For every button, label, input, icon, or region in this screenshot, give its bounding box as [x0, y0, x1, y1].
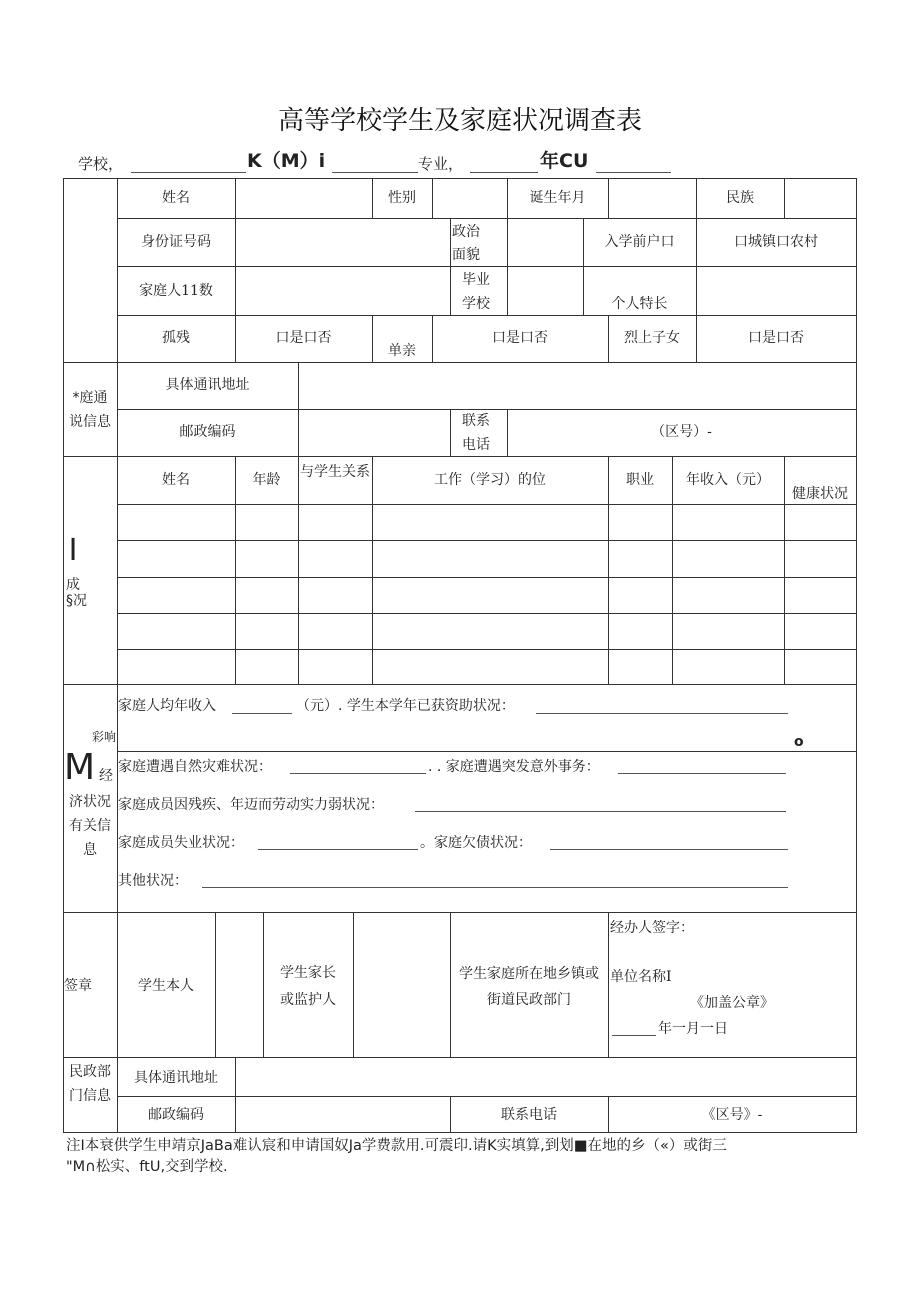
label-phone-2: 电话: [462, 437, 490, 453]
label-talent: 个人特长: [611, 296, 668, 312]
col-age: 年龄: [252, 472, 281, 488]
grid-line: [696, 218, 697, 315]
section-econ-label-5: 息: [83, 842, 97, 858]
note-line-2: "M∩松实、ftU,交到学校.: [66, 1159, 228, 1175]
disaster-field[interactable]: [290, 773, 426, 774]
label-civil-address: 具体通讯地址: [134, 1070, 218, 1086]
grid-line: [117, 577, 857, 578]
grid-line: [117, 315, 857, 316]
label-disaster: 家庭遭遇自然灾难状况：: [118, 759, 272, 775]
hukou-checkbox[interactable]: 口城镇口农村: [734, 234, 818, 250]
grid-line: [235, 218, 236, 315]
col-income: 年收入（元）: [686, 472, 770, 488]
class-field[interactable]: [596, 172, 671, 173]
col-health: 健康状况: [792, 486, 848, 502]
grid-line: [784, 178, 785, 218]
grid-line: [215, 912, 216, 1057]
label-accident: . . 家庭遭遇突发意外事务：: [428, 759, 600, 775]
grid-line: [63, 684, 857, 685]
label-grad-2: 学校: [462, 296, 490, 312]
label-orphan: 孤残: [162, 330, 190, 346]
grid-line: [672, 456, 673, 684]
section-econ-label-1: 彩响: [92, 730, 117, 744]
grid-line: [63, 362, 857, 363]
label-student-sign: 学生本人: [138, 978, 194, 994]
school-field[interactable]: [131, 172, 246, 173]
date-year-field[interactable]: [612, 1035, 656, 1036]
orphan-checkbox[interactable]: 口是口否: [275, 330, 332, 346]
major-field[interactable]: [470, 172, 538, 173]
label-name: 姓名: [162, 190, 190, 206]
grid-line: [235, 1057, 236, 1132]
college-field[interactable]: [332, 172, 418, 173]
grid-line: [63, 1132, 857, 1133]
grid-line: [450, 912, 451, 1057]
school-label: 学校，: [78, 155, 124, 173]
label-gov-2: 街道民政部门: [487, 992, 571, 1008]
grid-line: [117, 540, 857, 541]
avg-income-field[interactable]: [232, 713, 292, 714]
label-aid: （元）. 学生本学年已获资助状况：: [296, 698, 515, 714]
grid-line: [608, 912, 609, 1057]
major-label: 专业，: [418, 155, 464, 173]
section-econ-label-2: 经: [99, 768, 113, 784]
grid-line: [856, 178, 857, 1133]
col-name: 姓名: [162, 472, 190, 488]
label-grad-1: 毕业: [462, 272, 490, 288]
grid-line: [608, 456, 609, 684]
label-parent-1: 学生家长: [280, 965, 336, 981]
section-econ-label-big: M: [64, 747, 96, 788]
label-single-parent: 单亲: [388, 343, 416, 359]
grid-line: [117, 751, 857, 752]
grid-line: [117, 1096, 857, 1097]
label-phone-1: 联系: [462, 413, 490, 429]
label-unemployment: 家庭成员失业状况：: [118, 835, 244, 851]
label-handler-sign: 经办人签字：: [610, 920, 694, 936]
label-family-count: 家庭人11数: [139, 283, 213, 299]
single-parent-checkbox[interactable]: 口是口否: [492, 330, 548, 346]
accident-field[interactable]: [618, 773, 786, 774]
grid-line: [63, 1057, 857, 1058]
label-martyr: 烈上子女: [624, 330, 680, 346]
debt-field[interactable]: [550, 849, 788, 850]
label-avg-income: 家庭人均年收入: [118, 698, 216, 714]
grid-line: [372, 456, 373, 684]
label-civil-postcode: 邮政编码: [148, 1107, 204, 1123]
year-label: 年CU: [540, 150, 589, 172]
grid-line: [63, 912, 857, 913]
grid-line: [63, 456, 857, 457]
label-political-2: 面貌: [452, 247, 480, 263]
col-workplace: 工作（学习）的位: [434, 472, 546, 488]
label-political-1: 政治: [452, 224, 480, 240]
grid-line: [117, 649, 857, 650]
col-occupation: 职业: [626, 472, 654, 488]
label-seal: 《加盖公章》: [690, 995, 774, 1011]
label-birth: 诞生年月: [529, 190, 586, 206]
grid-line: [63, 178, 857, 179]
grid-line: [608, 178, 609, 218]
other-field[interactable]: [202, 887, 788, 888]
section-civil-label-1: 民政部: [69, 1064, 111, 1080]
grid-line: [117, 218, 857, 219]
grid-line: [117, 504, 857, 505]
grid-line: [235, 178, 236, 218]
grid-line: [353, 912, 354, 1057]
aid-field[interactable]: [536, 713, 788, 714]
section-family-label-2: 成: [66, 577, 80, 593]
grid-line: [117, 266, 857, 267]
label-postcode: 邮政编码: [179, 424, 236, 440]
grid-line: [263, 912, 264, 1057]
label-gov-1: 学生家庭所在地乡镇或: [459, 966, 599, 982]
disability-field[interactable]: [415, 811, 786, 812]
label-ethnic: 民族: [726, 190, 754, 206]
label-gender: 性别: [388, 190, 416, 206]
grid-line: [450, 218, 451, 315]
label-parent-2: 或监护人: [280, 992, 336, 1008]
section-contact-label-2: 说信息: [69, 414, 111, 430]
civil-phone-area-field[interactable]: 《区号》-: [701, 1107, 763, 1123]
label-date: 年一月一日: [658, 1021, 728, 1037]
form-title: 高等学校学生及家庭状况调查表: [277, 106, 642, 136]
label-civil-phone: 联系电话: [501, 1107, 557, 1123]
section-econ-label-3: 济状况: [69, 794, 111, 810]
grid-line: [298, 362, 299, 456]
note-line-1: 注I本衰供学生申靖京JaBa难认宸和申请国奴Ja学费款用.可震印.请K实填算,到划■在地的乡（«）或街三: [66, 1138, 727, 1154]
label-disability: 家庭成员因残疾、年迈而劳动实力弱状况：: [118, 797, 384, 813]
label-id-number: 身份证号码: [141, 234, 211, 250]
section-econ-label-4: 有关信: [69, 818, 111, 834]
grid-line: [450, 409, 451, 456]
grid-line: [432, 178, 433, 218]
phone-area-field[interactable]: （区号）-: [651, 424, 712, 440]
grid-line: [507, 218, 508, 315]
section-civil-label-2: 门信息: [69, 1088, 111, 1104]
grid-line: [235, 456, 236, 684]
unemployment-field[interactable]: [258, 849, 418, 850]
label-other: 其他状况：: [118, 873, 188, 889]
section-signature-label: 签章: [64, 978, 92, 994]
martyr-checkbox[interactable]: 口是口否: [748, 330, 804, 346]
section-contact-label-1: *庭通: [72, 390, 108, 406]
label-debt: 。家庭欠债状况：: [420, 835, 532, 851]
label-unit-name: 单位名称I: [610, 969, 672, 985]
grid-line: [117, 409, 857, 410]
grid-line: [117, 613, 857, 614]
label-address: 具体通讯地址: [165, 377, 250, 393]
mark-o: o: [794, 734, 804, 750]
header-garbled-1: K（M）i: [247, 150, 326, 172]
section-family-label-3: §况: [66, 593, 87, 609]
label-hukou: 入学前户口: [604, 234, 675, 250]
grid-line: [298, 456, 299, 684]
col-relation: 与学生关系: [300, 464, 370, 480]
section-family-label-1: I: [68, 533, 78, 568]
